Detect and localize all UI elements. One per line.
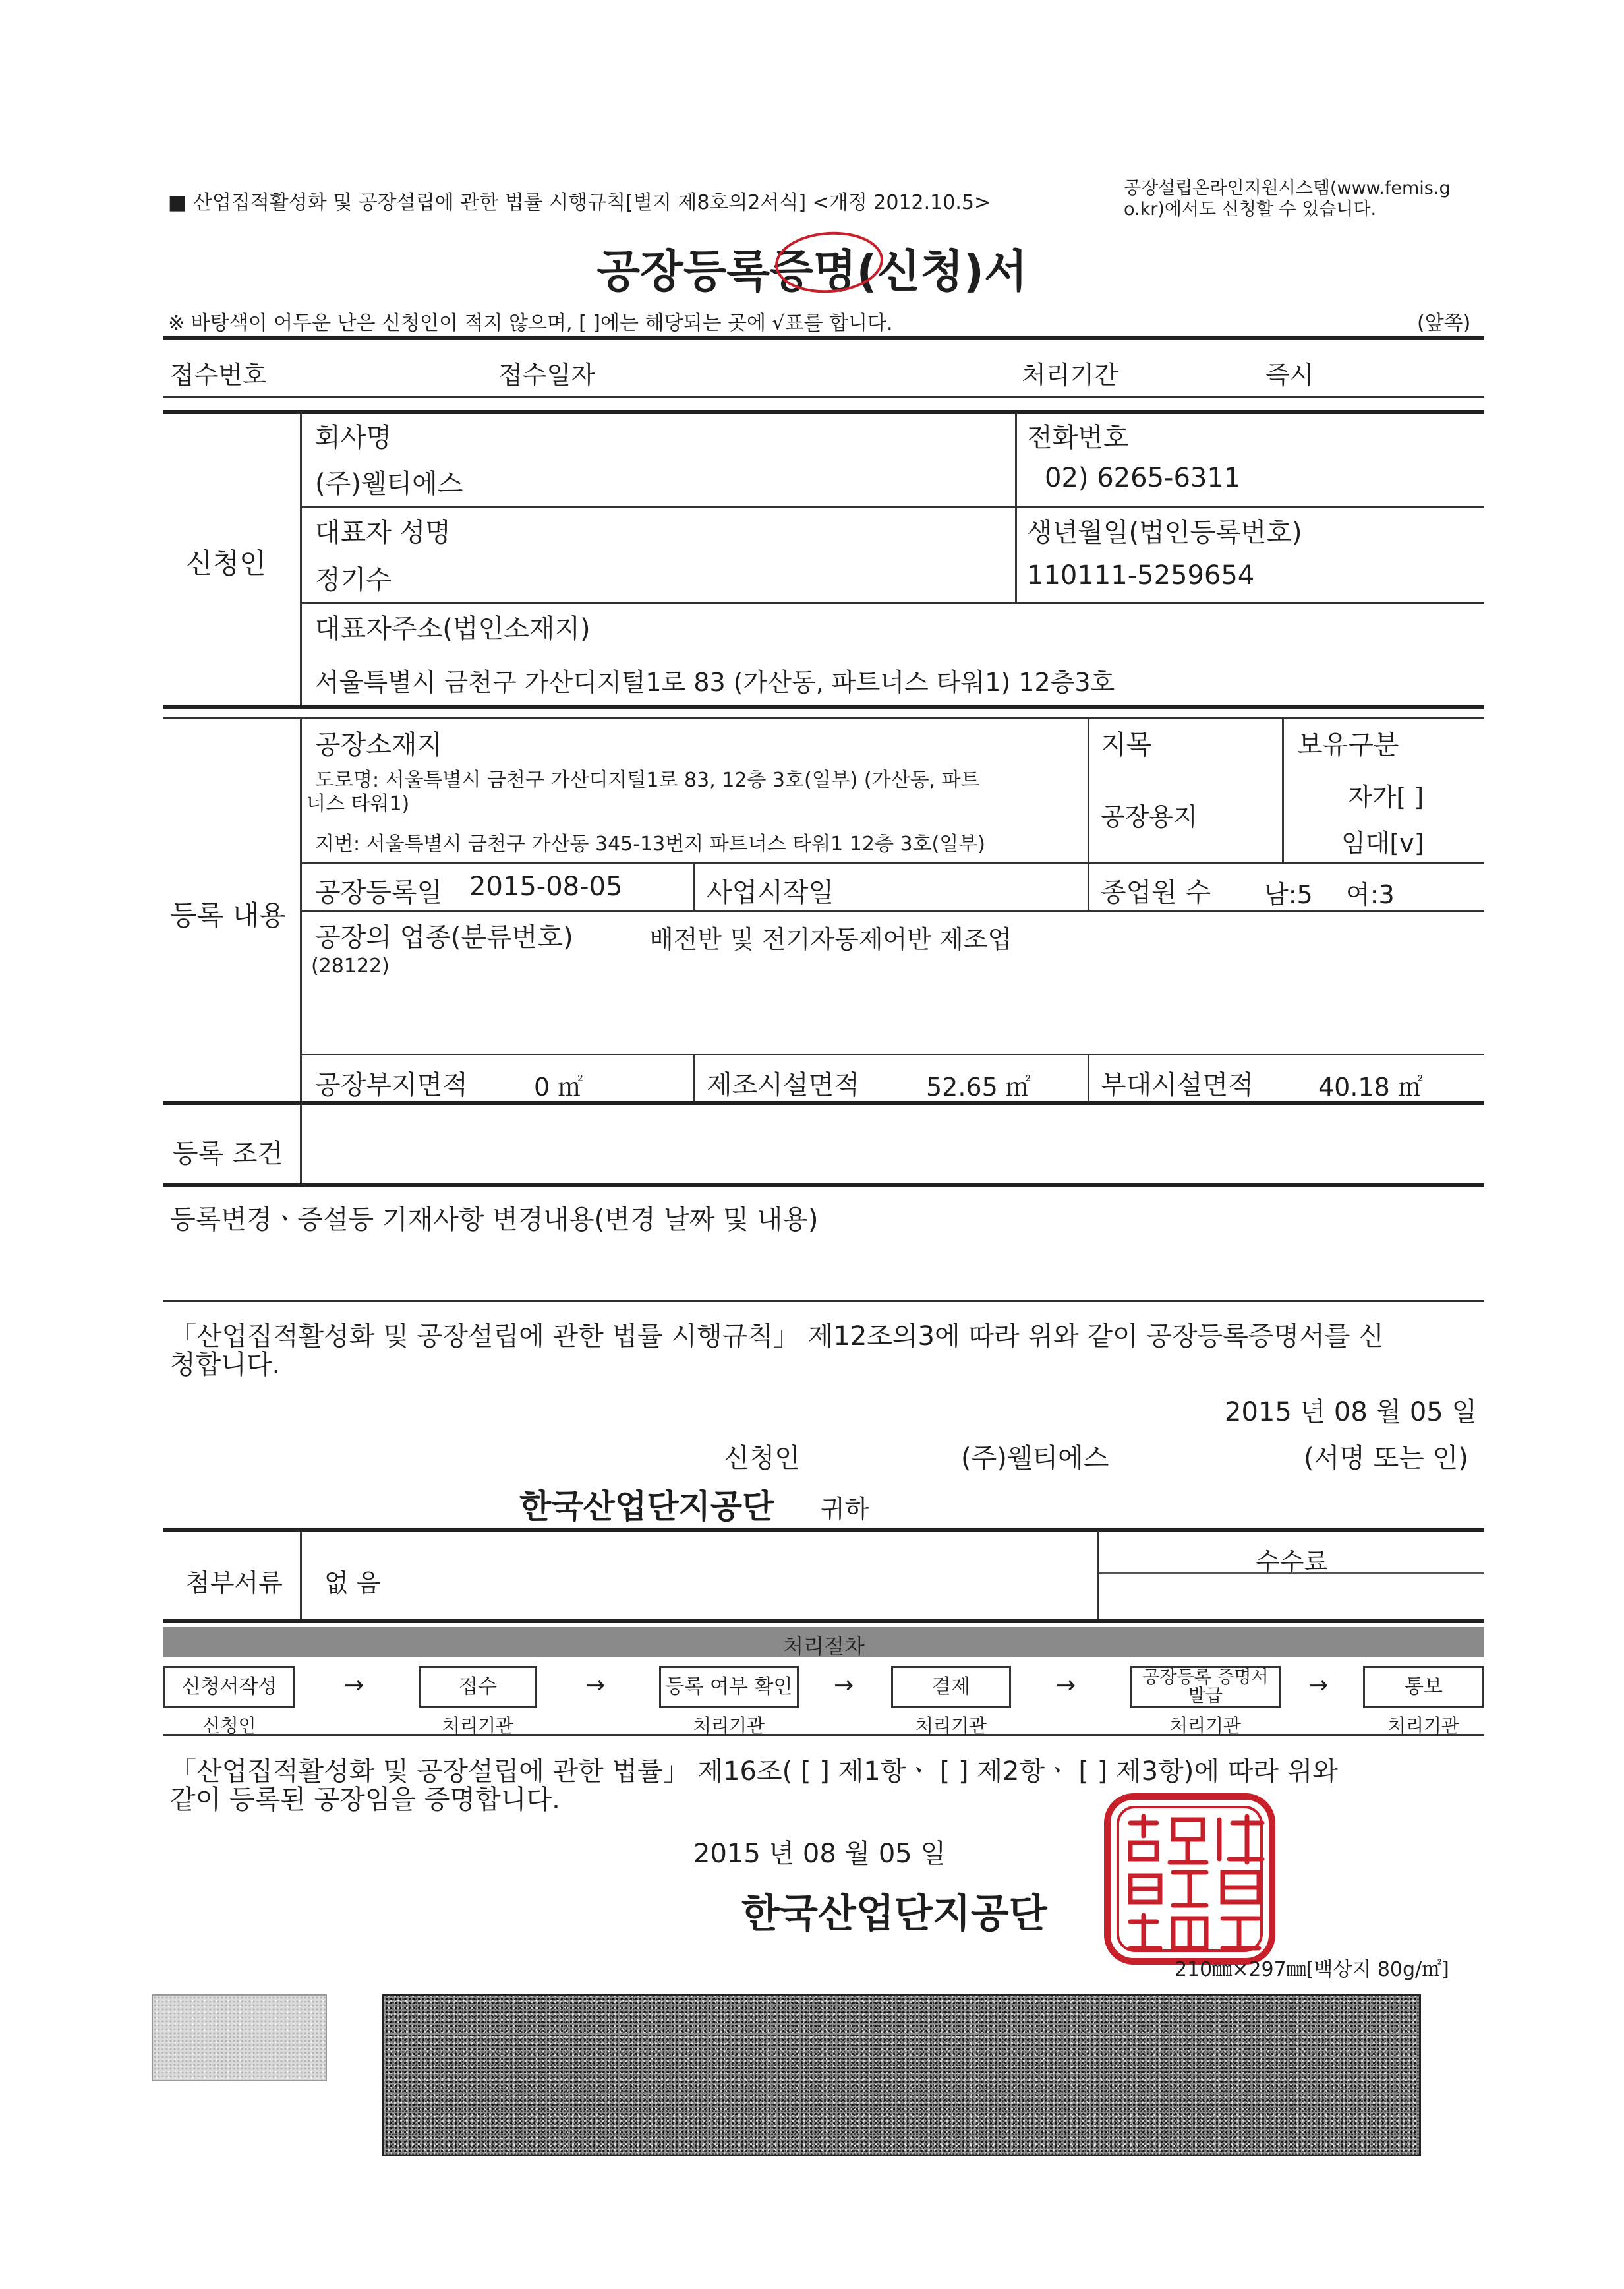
aux-area-divider [1088,1055,1089,1102]
industry-value: 배전반 및 전기자동제어반 제조업 [649,925,1012,954]
rep-top-rule [302,506,1484,508]
arrow-icon: → [834,1672,854,1699]
page-title-text: 공장등록증명(신청)서 [596,246,1028,298]
page-side-label: (앞쪽) [1417,312,1471,335]
registration-section-label: 등록 내용 [170,899,286,932]
procedure-bottom-rule [163,1734,1484,1736]
employees-male: 남:5 [1264,880,1313,909]
road-address-line-1: 도로명: 서울특별시 금천구 가산디지털1로 83, 12층 3호(일부) (가산동, 파트 [315,769,980,792]
fee-rule [1099,1572,1484,1574]
certification-line-1: 「산업집적활성화 및 공장설립에 관한 법률」 제16조( [ ] 제1항ㆍ [ ] 제2항ㆍ [ ] 제3항)에 따라 위와 [170,1756,1339,1787]
changes-label: 등록변경ㆍ증설등 기재사항 변경내용(변경 날짜 및 내용) [170,1204,819,1235]
employees-label: 종업원 수 [1101,877,1211,908]
factory-location-label: 공장소재지 [315,730,443,760]
receipt-date-label: 접수일자 [498,361,595,390]
arrow-icon: → [585,1672,606,1699]
step-verify-actor: 처리기관 [693,1715,765,1737]
step-notify-box: 통보 [1363,1666,1484,1708]
company-name-label: 회사명 [315,423,392,453]
encoded-barcode-block [382,1994,1421,2156]
applicant-divider [300,412,302,705]
step-issue-line-2: 발급 [1188,1686,1223,1706]
area-top-rule [302,1054,1484,1055]
auxiliary-area-value: 40.18 ㎡ [1318,1073,1423,1102]
ownership-label: 보유구분 [1297,730,1399,760]
land-category-label: 지목 [1101,730,1152,760]
fee-divider [1097,1531,1099,1620]
industry-code: (28122) [311,955,390,978]
step-issue-box [1130,1666,1281,1708]
certification-line-2: 같이 등록된 공장임을 증명합니다. [170,1785,560,1815]
conditions-divider [300,1104,302,1184]
online-note-line-2: o.kr)에서도 신청할 수 있습니다. [1124,199,1377,220]
lot-address: 지번: 서울특별시 금천구 가산동 345-13번지 파트너스 타워1 12층 3호(일부) [315,833,985,856]
arrow-icon: → [1056,1672,1076,1699]
phone-value: 02) 6265-6311 [1045,463,1241,493]
step-issue-actor: 처리기관 [1169,1715,1242,1737]
registration-date-label: 공장등록일 [315,877,443,908]
phone-label: 전화번호 [1027,423,1129,453]
receipt-number-label: 접수번호 [170,361,267,390]
step-issue-line-1: 공장등록 증명서 [1142,1667,1269,1688]
manufacturing-area-label: 제조시설면적 [707,1070,859,1100]
fee-label: 수수료 [1256,1547,1329,1576]
applicant-sign-label: 신청인 [724,1443,800,1473]
site-area-label: 공장부지면적 [315,1070,468,1100]
attachments-value: 없 음 [324,1568,381,1597]
registration-date-value: 2015-08-05 [469,872,623,902]
applicant-sign-value: (주)웰티에스 [961,1443,1109,1473]
issuer-name: 한국산업단지공단 [741,1891,1047,1937]
step-notify-actor: 처리기관 [1387,1715,1460,1737]
ownership-own-option: 자가[ ] [1348,783,1424,812]
online-system-note [1124,178,1451,220]
registration-top-rule-b [163,717,1484,719]
arrow-icon: → [1308,1672,1329,1699]
changes-top-rule [163,1183,1484,1187]
changes-bottom-rule [163,1300,1484,1302]
declaration-line-2: 청합니다. [170,1350,281,1380]
start-date-divider [693,864,695,911]
conditions-label: 등록 조건 [173,1139,283,1169]
step-receipt-box: 접수 [419,1666,537,1708]
address-label: 대표자주소(법인소재지) [315,614,591,644]
conditions-top-rule [163,1101,1484,1105]
step-approval-actor: 처리기관 [915,1715,987,1737]
address-top-rule [302,602,1484,604]
reg-date-top-rule [302,862,1484,864]
attachments-top-rule [163,1528,1484,1532]
step-application-box: 신청서작성 [163,1666,295,1708]
registration-top-rule-a [163,705,1484,709]
step-application-actor: 신청인 [202,1715,256,1737]
declaration-date: 2015 년 08 월 05 일 [1225,1397,1478,1427]
representative-value: 정기수 [315,565,392,595]
representative-label: 대표자 성명 [315,518,451,548]
birth-value: 110111-5259654 [1027,560,1255,591]
auxiliary-area-label: 부대시설면적 [1101,1070,1254,1100]
manufacturing-area-value: 52.65 ㎡ [926,1073,1031,1102]
attachments-divider [300,1531,302,1620]
online-note-line-1: 공장설립온라인지원시스템(www.femis.g [1124,178,1451,198]
address-value: 서울특별시 금천구 가산디지털1로 83 (가산동, 파트너스 타워1) 12층3호 [315,668,1115,697]
industry-top-rule [302,910,1484,912]
applicant-top-rule [163,410,1484,414]
land-category-value: 공장용지 [1101,802,1198,831]
arrow-icon: → [344,1672,364,1699]
step-receipt-actor: 처리기관 [442,1715,514,1737]
company-name-value: (주)웰티에스 [315,469,463,499]
official-seal-icon [1101,1790,1279,1968]
small-code-box [152,1994,327,2081]
mfg-area-divider [693,1055,695,1102]
declaration-line-1: 「산업집적활성화 및 공장설립에 관한 법률 시행규칙」 제12조의3에 따라 위와 같이 공장등록증명서를 신 [170,1321,1384,1352]
land-divider [1088,719,1089,864]
processing-period-value: 즉시 [1265,361,1314,390]
red-pen-circle [771,224,890,297]
procedure-title: 처리절차 [783,1634,865,1659]
addressee: 한국산업단지공단 [519,1487,774,1526]
step-approval-box: 결제 [891,1666,1011,1708]
paper-spec: 210㎜×297㎜[백상지 80g/㎡] [1174,1958,1449,1981]
employees-divider [1088,864,1089,911]
industry-label: 공장의 업종(분류번호) [315,922,573,953]
step-verify-box: 등록 여부 확인 [659,1666,799,1708]
birth-label: 생년월일(법인등록번호) [1027,518,1302,548]
signature-label: (서명 또는 인) [1304,1443,1468,1473]
attachments-label: 첨부서류 [186,1568,283,1597]
ownership-lease-option: 임대[v] [1341,829,1424,858]
receipt-bottom-rule [163,396,1484,398]
ownership-divider [1282,719,1284,864]
applicant-section-label: 신청인 [186,547,266,580]
form-reference: ■ 산업집적활성화 및 공장설립에 관한 법률 시행규칙[별지 제8호의2서식] <개정 2012.10.5> [168,191,991,214]
road-address-line-2: 너스 타워1) [306,792,410,816]
employees-female: 여:3 [1346,880,1395,909]
processing-period-label: 처리기간 [1022,361,1118,390]
business-start-label: 사업시작일 [707,877,834,908]
addressee-suffix: 귀하 [821,1495,869,1524]
attachments-bottom-rule [163,1619,1484,1623]
instruction-note: ※ 바탕색이 어두운 난은 신청인이 적지 않으며, [ ]에는 해당되는 곳에 √표를 합니다. [168,312,893,335]
certification-date: 2015 년 08 월 05 일 [693,1839,946,1869]
site-area-value: 0 ㎡ [534,1073,583,1102]
